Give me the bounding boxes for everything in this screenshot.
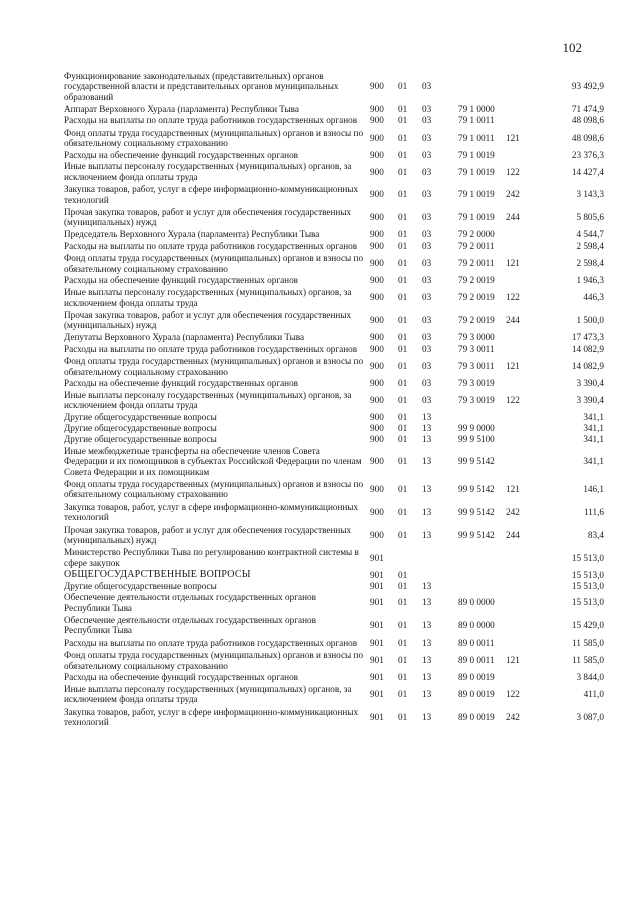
expense-type-code bbox=[506, 434, 536, 445]
article-code: 99 9 0000 bbox=[458, 423, 495, 434]
table-row bbox=[64, 524, 604, 547]
ministry-code: 900 bbox=[370, 258, 384, 269]
amount: 14 427,4 bbox=[571, 166, 604, 177]
table-row bbox=[64, 445, 604, 478]
amount: 14 082,9 bbox=[571, 361, 604, 372]
row-name: Функционирование законодательных (представительных) органов государственной власти и представительных органов муниципальных образований bbox=[64, 71, 339, 102]
row-name: Другие общегосударственные вопросы bbox=[64, 412, 217, 423]
subsection-code: 03 bbox=[422, 332, 432, 343]
subsection-code: 13 bbox=[422, 597, 432, 608]
article-code bbox=[458, 580, 506, 591]
ministry-code: 900 bbox=[370, 412, 384, 423]
amount: 3 390,4 bbox=[576, 378, 604, 389]
table-row bbox=[64, 286, 604, 309]
row-name: Расходы на обеспечение функций государственных органов bbox=[64, 149, 299, 160]
subsection-code: 03 bbox=[422, 275, 432, 286]
table-row bbox=[64, 343, 604, 355]
subsection-code: 13 bbox=[422, 620, 432, 631]
article-code: 79 1 0000 bbox=[458, 103, 495, 114]
expense-type-code bbox=[506, 240, 536, 252]
ministry-code: 900 bbox=[370, 529, 384, 540]
row-name: Другие общегосударственные вопросы bbox=[64, 423, 217, 434]
table-row bbox=[64, 412, 604, 423]
subsection-code: 13 bbox=[422, 689, 432, 700]
expense-type-code bbox=[506, 614, 536, 637]
amount: 3 087,0 bbox=[576, 712, 604, 723]
ministry-code: 900 bbox=[370, 378, 384, 389]
expense-type-code bbox=[506, 332, 536, 343]
section-code: 01 bbox=[398, 529, 408, 540]
row-name: Иные выплаты персоналу государственных (муниципальных) органов, за исключением фонда оплаты труда bbox=[64, 287, 352, 308]
table-row bbox=[64, 149, 604, 160]
article-code: 99 9 5142 bbox=[458, 484, 495, 495]
ministry-code: 900 bbox=[370, 115, 384, 126]
ministry-code: 901 bbox=[370, 672, 384, 683]
section-code: 01 bbox=[398, 103, 408, 114]
ministry-code: 900 bbox=[370, 166, 384, 177]
article-code: 89 0 0000 bbox=[458, 620, 495, 631]
subsection-code: 03 bbox=[422, 115, 432, 126]
row-name: Расходы на выплаты по оплате труда работников государственных органов bbox=[64, 240, 358, 251]
section-code: 01 bbox=[398, 292, 408, 303]
amount: 341,1 bbox=[583, 412, 604, 423]
subsection-code: 13 bbox=[422, 672, 432, 683]
subsection-code: 13 bbox=[422, 412, 432, 423]
subsection-code: 03 bbox=[422, 81, 432, 92]
section-code: 01 bbox=[398, 412, 408, 423]
section-code: 01 bbox=[398, 189, 408, 200]
row-name: Прочая закупка товаров, работ и услуг для обеспечения государственных (муниципальных) нужд bbox=[64, 207, 352, 228]
expense-type-code bbox=[506, 378, 536, 389]
expense-type-code bbox=[506, 412, 536, 423]
expense-type-code: 244 bbox=[506, 212, 520, 223]
table-row bbox=[64, 434, 604, 445]
row-name: Иные выплаты персоналу государственных (муниципальных) органов, за исключением фонда оплаты труда bbox=[64, 684, 352, 705]
ministry-code: 900 bbox=[370, 315, 384, 326]
amount: 3 390,4 bbox=[576, 395, 604, 406]
amount: 411,0 bbox=[583, 689, 604, 700]
amount: 15 513,0 bbox=[571, 597, 604, 608]
amount: 446,3 bbox=[583, 292, 604, 303]
table-row bbox=[64, 706, 604, 729]
expense-type-code: 244 bbox=[506, 529, 520, 540]
table-row bbox=[64, 114, 604, 126]
ministry-code: 901 bbox=[370, 580, 384, 591]
section-code: 01 bbox=[398, 580, 408, 591]
subsection-code: 13 bbox=[422, 506, 432, 517]
article-code: 99 9 5142 bbox=[458, 456, 495, 467]
expense-type-code bbox=[506, 114, 536, 126]
row-name: Расходы на обеспечение функций государственных органов bbox=[64, 378, 299, 389]
row-name: Закупка товаров, работ, услуг в сфере информационно-коммуникационных технологий bbox=[64, 501, 359, 523]
row-name: Аппарат Верховного Хурала (парламента) Республики Тыва bbox=[64, 103, 299, 114]
ministry-code: 900 bbox=[370, 81, 384, 92]
row-name: Иные выплаты персоналу государственных (муниципальных) органов, за исключением фонда оплаты труда bbox=[64, 389, 352, 411]
amount: 1 500,0 bbox=[576, 315, 604, 326]
article-code: 89 0 0000 bbox=[458, 597, 495, 608]
table-row bbox=[64, 672, 604, 683]
amount: 2 598,4 bbox=[576, 258, 604, 269]
amount: 48 098,6 bbox=[571, 115, 604, 126]
article-code bbox=[458, 70, 506, 103]
amount: 11 585,0 bbox=[572, 655, 604, 666]
expense-type-code bbox=[506, 275, 536, 286]
article-code: 79 1 0019 bbox=[458, 149, 495, 160]
section-code: 01 bbox=[398, 81, 408, 92]
ministry-code: 900 bbox=[370, 103, 384, 114]
row-name: Иные выплаты персоналу государственных (муниципальных) органов, за исключением фонда оплаты труда bbox=[64, 161, 352, 182]
row-name: Обеспечение деятельности отдельных государственных органов Республики Тыва bbox=[64, 615, 316, 636]
subsection-code: 13 bbox=[422, 434, 432, 445]
ministry-code: 901 bbox=[370, 689, 384, 700]
article-code: 79 1 0011 bbox=[458, 132, 495, 143]
ministry-code: 901 bbox=[370, 712, 384, 723]
ministry-code: 900 bbox=[370, 212, 384, 223]
ministry-code: 900 bbox=[370, 434, 384, 445]
amount: 71 474,9 bbox=[571, 103, 604, 114]
subsection-code: 13 bbox=[422, 484, 432, 495]
article-code: 79 2 0019 bbox=[458, 275, 495, 286]
article-code: 79 3 0011 bbox=[458, 361, 495, 372]
expense-type-code: 121 bbox=[506, 361, 520, 372]
section-code: 01 bbox=[398, 343, 408, 354]
article-code: 79 1 0019 bbox=[458, 166, 495, 177]
table-row bbox=[64, 683, 604, 706]
amount: 15 513,0 bbox=[571, 552, 604, 563]
section-code: 01 bbox=[398, 166, 408, 177]
table-row bbox=[64, 229, 604, 240]
table-row bbox=[64, 378, 604, 389]
table-row bbox=[64, 355, 604, 378]
article-code bbox=[458, 569, 506, 580]
amount: 2 598,4 bbox=[576, 240, 604, 251]
subsection-code: 03 bbox=[422, 258, 432, 269]
section-code: 01 bbox=[398, 434, 408, 445]
row-name: Расходы на обеспечение функций государственных органов bbox=[64, 275, 299, 286]
expense-type-code bbox=[506, 149, 536, 160]
row-name: Фонд оплаты труда государственных (муниципальных) органов и взносы по обязательному социальному страхованию bbox=[64, 478, 364, 500]
subsection-code bbox=[422, 569, 458, 580]
subsection-code: 13 bbox=[422, 580, 432, 591]
article-code: 89 0 0011 bbox=[458, 655, 495, 666]
article-code: 79 3 0011 bbox=[458, 343, 495, 354]
expense-type-code bbox=[506, 672, 536, 683]
expense-type-code bbox=[506, 103, 536, 114]
amount: 3 844,0 bbox=[576, 672, 604, 683]
row-name: ОБЩЕГОСУДАРСТВЕННЫЕ ВОПРОСЫ bbox=[64, 568, 251, 580]
expense-type-code bbox=[506, 591, 536, 614]
table-row bbox=[64, 389, 604, 412]
subsection-code: 03 bbox=[422, 189, 432, 200]
amount: 4 544,7 bbox=[576, 229, 604, 240]
section-code: 01 bbox=[398, 456, 408, 467]
ministry-code: 900 bbox=[370, 456, 384, 467]
row-name: Прочая закупка товаров, работ и услуг для обеспечения государственных (муниципальных) нужд bbox=[64, 524, 352, 545]
article-code: 89 0 0019 bbox=[458, 689, 495, 700]
section-code: 01 bbox=[398, 597, 408, 608]
article-code: 79 2 0000 bbox=[458, 229, 495, 240]
row-name: Председатель Верховного Хурала (парламента) Республики Тыва bbox=[64, 229, 320, 240]
table-row bbox=[64, 183, 604, 206]
row-name: Фонд оплаты труда государственных (муниципальных) органов и взносы по обязательному социальному страхованию bbox=[64, 650, 364, 671]
subsection-code: 13 bbox=[422, 637, 432, 648]
expense-type-code bbox=[506, 445, 536, 478]
subsection-code bbox=[422, 546, 458, 569]
row-name: Закупка товаров, работ, услуг в сфере информационно-коммуникационных технологий bbox=[64, 184, 359, 205]
expense-type-code bbox=[506, 546, 536, 569]
article-code bbox=[458, 412, 506, 423]
row-name: Другие общегосударственные вопросы bbox=[64, 434, 217, 445]
section-code: 01 bbox=[398, 637, 408, 648]
expense-type-code: 122 bbox=[506, 166, 520, 177]
row-name: Расходы на выплаты по оплате труда работников государственных органов bbox=[64, 115, 358, 126]
section-code: 01 bbox=[398, 132, 408, 143]
table-row bbox=[64, 103, 604, 114]
section-code: 01 bbox=[398, 569, 408, 580]
ministry-code: 900 bbox=[370, 292, 384, 303]
expense-type-code: 244 bbox=[506, 315, 520, 326]
article-code: 79 3 0019 bbox=[458, 378, 495, 389]
ministry-code: 900 bbox=[370, 275, 384, 286]
article-code: 99 9 5100 bbox=[458, 434, 495, 445]
expense-type-code bbox=[506, 569, 536, 580]
expense-type-code bbox=[506, 423, 536, 434]
amount: 15 513,0 bbox=[571, 580, 604, 591]
row-name: Расходы на выплаты по оплате труда работников государственных органов bbox=[64, 343, 358, 354]
section-code: 01 bbox=[398, 378, 408, 389]
ministry-code: 900 bbox=[370, 229, 384, 240]
ministry-code: 900 bbox=[370, 343, 384, 354]
section-code: 01 bbox=[398, 240, 408, 251]
table-row bbox=[64, 569, 604, 580]
row-name: Обеспечение деятельности отдельных государственных органов Республики Тыва bbox=[64, 592, 316, 613]
subsection-code: 03 bbox=[422, 229, 432, 240]
table-row bbox=[64, 478, 604, 501]
table-row bbox=[64, 240, 604, 252]
section-code: 01 bbox=[398, 506, 408, 517]
table-row bbox=[64, 501, 604, 524]
ministry-code: 901 bbox=[370, 637, 384, 648]
table-row bbox=[64, 423, 604, 434]
amount: 48 098,6 bbox=[571, 132, 604, 143]
section-code: 01 bbox=[398, 689, 408, 700]
expense-type-code: 121 bbox=[506, 258, 520, 269]
ministry-code: 901 bbox=[370, 620, 384, 631]
expense-type-code bbox=[506, 229, 536, 240]
expense-type-code: 122 bbox=[506, 292, 520, 303]
expense-type-code bbox=[506, 70, 536, 103]
subsection-code: 03 bbox=[422, 166, 432, 177]
table-row bbox=[64, 160, 604, 183]
subsection-code: 03 bbox=[422, 292, 432, 303]
expense-type-code: 122 bbox=[506, 395, 520, 406]
table-row bbox=[64, 637, 604, 649]
section-code: 01 bbox=[398, 423, 408, 434]
subsection-code: 03 bbox=[422, 315, 432, 326]
table-row bbox=[64, 332, 604, 343]
row-name: Министерство Республики Тыва по регулированию контрактной системы в сфере закупок bbox=[64, 547, 359, 568]
row-name: Иные межбюджетные трансферты на обеспечение членов Совета Федерации и их помощников в субъектах Российской Федерации по членам Совета Федерации и их помощникам bbox=[64, 445, 362, 477]
table-row bbox=[64, 70, 604, 103]
ministry-code: 900 bbox=[370, 361, 384, 372]
subsection-code: 03 bbox=[422, 361, 432, 372]
amount: 14 082,9 bbox=[571, 343, 604, 354]
row-name: Другие общегосударственные вопросы bbox=[64, 580, 217, 591]
expense-type-code: 242 bbox=[506, 189, 520, 200]
subsection-code: 13 bbox=[422, 655, 432, 666]
subsection-code: 03 bbox=[422, 378, 432, 389]
row-name: Закупка товаров, работ, услуг в сфере информационно-коммуникационных технологий bbox=[64, 706, 359, 728]
page-number: 102 bbox=[562, 40, 582, 55]
ministry-code: 900 bbox=[370, 189, 384, 200]
subsection-code: 03 bbox=[422, 149, 432, 160]
table-row bbox=[64, 546, 604, 569]
table-row bbox=[64, 252, 604, 275]
section-code bbox=[398, 546, 422, 569]
section-code: 01 bbox=[398, 655, 408, 666]
amount: 15 513,0 bbox=[571, 569, 604, 580]
ministry-code: 900 bbox=[370, 332, 384, 343]
subsection-code: 03 bbox=[422, 343, 432, 354]
amount: 5 805,6 bbox=[576, 212, 604, 223]
ministry-code: 900 bbox=[370, 395, 384, 406]
article-code: 79 2 0011 bbox=[458, 240, 495, 251]
row-name: Фонд оплаты труда государственных (муниципальных) органов и взносы по обязательному социальному страхованию bbox=[64, 356, 364, 377]
row-name: Расходы на выплаты по оплате труда работников государственных органов bbox=[64, 637, 358, 648]
subsection-code: 03 bbox=[422, 132, 432, 143]
amount: 23 376,3 bbox=[571, 149, 604, 160]
subsection-code: 03 bbox=[422, 212, 432, 223]
expense-type-code: 121 bbox=[506, 655, 520, 666]
section-code: 01 bbox=[398, 149, 408, 160]
amount: 341,1 bbox=[583, 456, 604, 467]
article-code: 89 0 0019 bbox=[458, 712, 495, 723]
subsection-code: 03 bbox=[422, 240, 432, 251]
table-row bbox=[64, 649, 604, 672]
expense-type-code: 121 bbox=[506, 484, 520, 495]
expense-type-code bbox=[506, 637, 536, 649]
ministry-code: 901 bbox=[370, 569, 384, 580]
article-code: 79 3 0000 bbox=[458, 332, 495, 343]
amount: 146,1 bbox=[583, 484, 604, 495]
row-name: Фонд оплаты труда государственных (муниципальных) органов и взносы по обязательному социальному страхованию bbox=[64, 253, 364, 274]
article-code: 79 2 0019 bbox=[458, 315, 495, 326]
article-code: 89 0 0011 bbox=[458, 637, 495, 648]
section-code: 01 bbox=[398, 315, 408, 326]
table-row bbox=[64, 614, 604, 637]
article-code: 79 2 0019 bbox=[458, 292, 495, 303]
section-code: 01 bbox=[398, 212, 408, 223]
subsection-code: 13 bbox=[422, 456, 432, 467]
table-row bbox=[64, 206, 604, 229]
expense-type-code bbox=[506, 580, 536, 591]
table-row bbox=[64, 127, 604, 150]
expense-type-code: 242 bbox=[506, 712, 520, 723]
ministry-code: 901 bbox=[370, 597, 384, 608]
row-name: Расходы на обеспечение функций государственных органов bbox=[64, 672, 299, 683]
ministry-code: 900 bbox=[370, 240, 384, 251]
article-code: 79 1 0011 bbox=[458, 115, 495, 126]
table-row bbox=[64, 580, 604, 591]
section-code: 01 bbox=[398, 229, 408, 240]
section-code: 01 bbox=[398, 672, 408, 683]
article-code bbox=[458, 546, 506, 569]
expense-type-code: 121 bbox=[506, 132, 520, 143]
expense-type-code: 122 bbox=[506, 689, 520, 700]
amount: 11 585,0 bbox=[572, 637, 604, 648]
article-code: 79 1 0019 bbox=[458, 189, 495, 200]
table-row bbox=[64, 591, 604, 614]
ministry-code: 900 bbox=[370, 132, 384, 143]
budget-table bbox=[64, 70, 604, 729]
subsection-code: 03 bbox=[422, 103, 432, 114]
section-code: 01 bbox=[398, 332, 408, 343]
amount: 17 473,3 bbox=[571, 332, 604, 343]
amount: 15 429,0 bbox=[571, 620, 604, 631]
ministry-code: 900 bbox=[370, 484, 384, 495]
ministry-code: 901 bbox=[370, 552, 384, 563]
amount: 93 492,9 bbox=[571, 81, 604, 92]
expense-type-code bbox=[506, 343, 536, 355]
amount: 1 946,3 bbox=[576, 275, 604, 286]
article-code: 79 1 0019 bbox=[458, 212, 495, 223]
article-code: 79 3 0019 bbox=[458, 395, 495, 406]
ministry-code: 900 bbox=[370, 149, 384, 160]
section-code: 01 bbox=[398, 484, 408, 495]
subsection-code: 13 bbox=[422, 529, 432, 540]
amount: 341,1 bbox=[583, 423, 604, 434]
section-code: 01 bbox=[398, 395, 408, 406]
section-code: 01 bbox=[398, 275, 408, 286]
table-row bbox=[64, 309, 604, 332]
subsection-code: 03 bbox=[422, 395, 432, 406]
subsection-code: 13 bbox=[422, 712, 432, 723]
subsection-code: 13 bbox=[422, 423, 432, 434]
section-code: 01 bbox=[398, 258, 408, 269]
article-code: 99 9 5142 bbox=[458, 529, 495, 540]
table-row bbox=[64, 275, 604, 286]
amount: 3 143,3 bbox=[576, 189, 604, 200]
amount: 341,1 bbox=[583, 434, 604, 445]
row-name: Прочая закупка товаров, работ и услуг для обеспечения государственных (муниципальных) нужд bbox=[64, 309, 352, 331]
expense-type-code: 242 bbox=[506, 506, 520, 517]
section-code: 01 bbox=[398, 620, 408, 631]
amount: 83,4 bbox=[587, 529, 604, 540]
amount: 111,6 bbox=[584, 506, 604, 517]
article-code: 89 0 0019 bbox=[458, 672, 495, 683]
row-name: Фонд оплаты труда государственных (муниципальных) органов и взносы по обязательному социальному страхованию bbox=[64, 127, 364, 149]
ministry-code: 900 bbox=[370, 506, 384, 517]
row-name: Депутаты Верховного Хурала (парламента) Республики Тыва bbox=[64, 332, 305, 343]
section-code: 01 bbox=[398, 712, 408, 723]
article-code: 79 2 0011 bbox=[458, 258, 495, 269]
section-code: 01 bbox=[398, 361, 408, 372]
ministry-code: 901 bbox=[370, 655, 384, 666]
section-code: 01 bbox=[398, 115, 408, 126]
article-code: 99 9 5142 bbox=[458, 506, 495, 517]
ministry-code: 900 bbox=[370, 423, 384, 434]
